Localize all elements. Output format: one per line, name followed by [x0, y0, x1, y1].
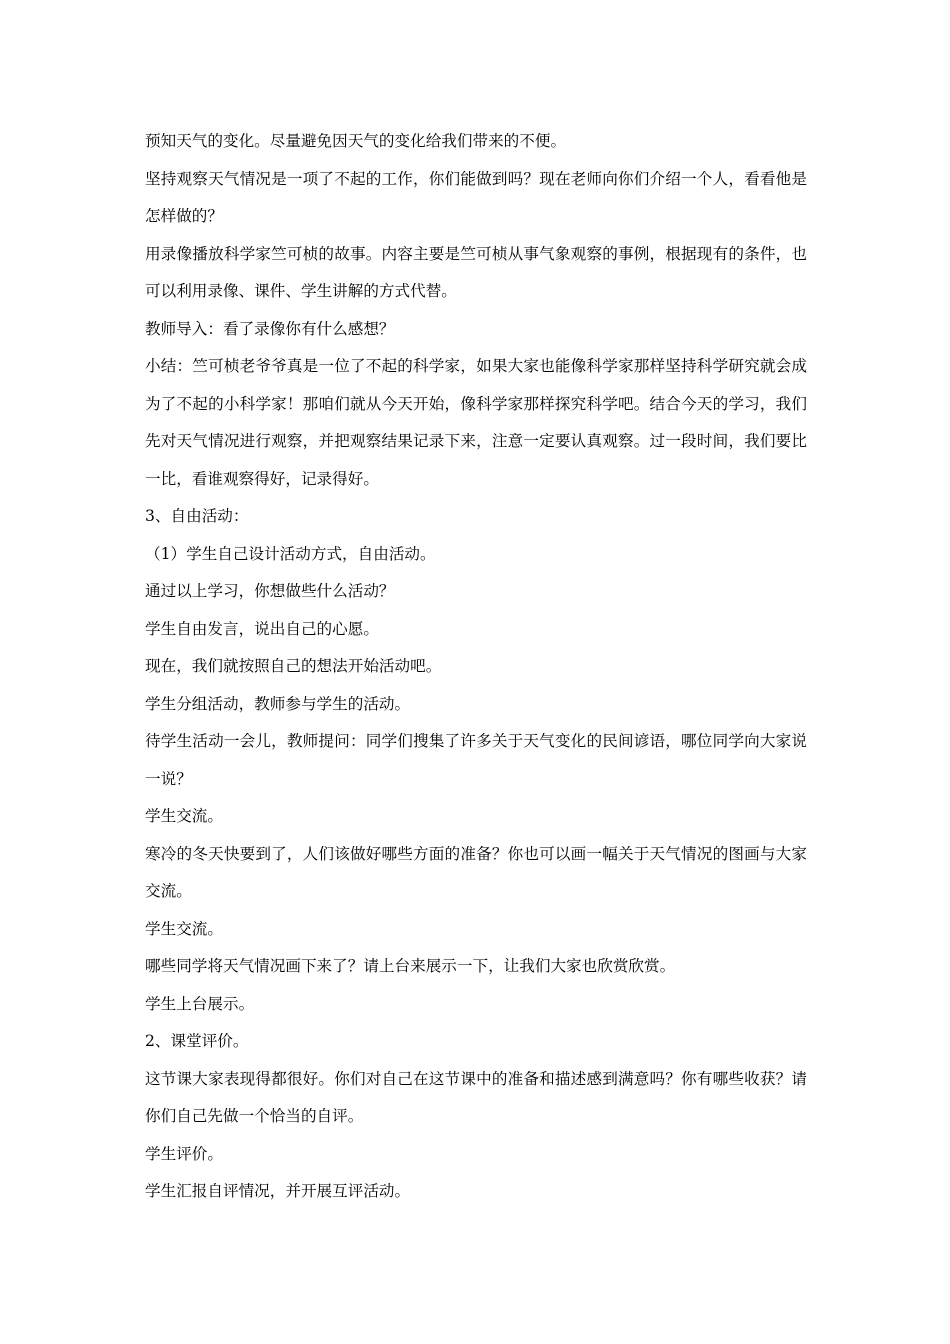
paragraph: 学生交流。 [145, 807, 223, 825]
paragraph: （1）学生自己设计活动方式，自由活动。 [145, 544, 436, 563]
paragraph: 学生分组活动，教师参与学生的活动。 [145, 694, 411, 713]
section-heading: 2、课堂评价。 [145, 1032, 249, 1050]
paragraph: 预知天气的变化。尽量避免因天气的变化给我们带来的不便。 [145, 132, 567, 150]
paragraph: 寒冷的冬天快要到了，人们该做好哪些方面的准备？你也可以画一幅关于天气情况的图画与大家交流。 [145, 844, 807, 900]
paragraph: 学生汇报自评情况，并开展互评活动。 [145, 1182, 411, 1200]
document-body [145, 123, 807, 1211]
paragraph: 哪些同学将天气情况画下来了？请上台来展示一下，让我们大家也欣赏欣赏。 [145, 957, 676, 975]
paragraph: 学生自由发言，说出自己的心愿。 [145, 619, 379, 638]
paragraph: 小结：竺可桢老爷爷真是一位了不起的科学家，如果大家也能像科学家那样坚持科学研究就会成为了不起的小科学家！那咱们就从今天开始，像科学家那样探究科学吧。结合今天的学习，我们先对天气情况进行观察，并把观察结果记录下来，注意一定要认真观察。过一段时间，我们要比一比，看谁观察得好，记录得好。 [145, 357, 807, 488]
paragraph: 通过以上学习，你想做些什么活动？ [145, 582, 395, 600]
paragraph: 现在，我们就按照自己的想法开始活动吧。 [145, 657, 442, 675]
paragraph: 学生评价。 [145, 1144, 223, 1163]
paragraph: 待学生活动一会儿，教师提问：同学们搜集了许多关于天气变化的民间谚语，哪位同学向大家说一说？ [145, 732, 807, 788]
paragraph: 用录像播放科学家竺可桢的故事。内容主要是竺可桢从事气象观察的事例，根据现有的条件，也可以利用录像、课件、学生讲解的方式代替。 [145, 244, 807, 300]
paragraph: 坚持观察天气情况是一项了不起的工作，你们能做到吗？现在老师向你们介绍一个人，看看他是怎样做的？ [145, 169, 807, 225]
paragraph: 学生交流。 [145, 919, 223, 938]
section-heading: 3、自由活动： [145, 507, 249, 525]
paragraph: 这节课大家表现得都很好。你们对自己在这节课中的准备和描述感到满意吗？你有哪些收获？请你们自己先做一个恰当的自评。 [145, 1069, 807, 1125]
paragraph: 教师导入：看了录像你有什么感想？ [145, 319, 395, 338]
paragraph: 学生上台展示。 [145, 994, 255, 1013]
